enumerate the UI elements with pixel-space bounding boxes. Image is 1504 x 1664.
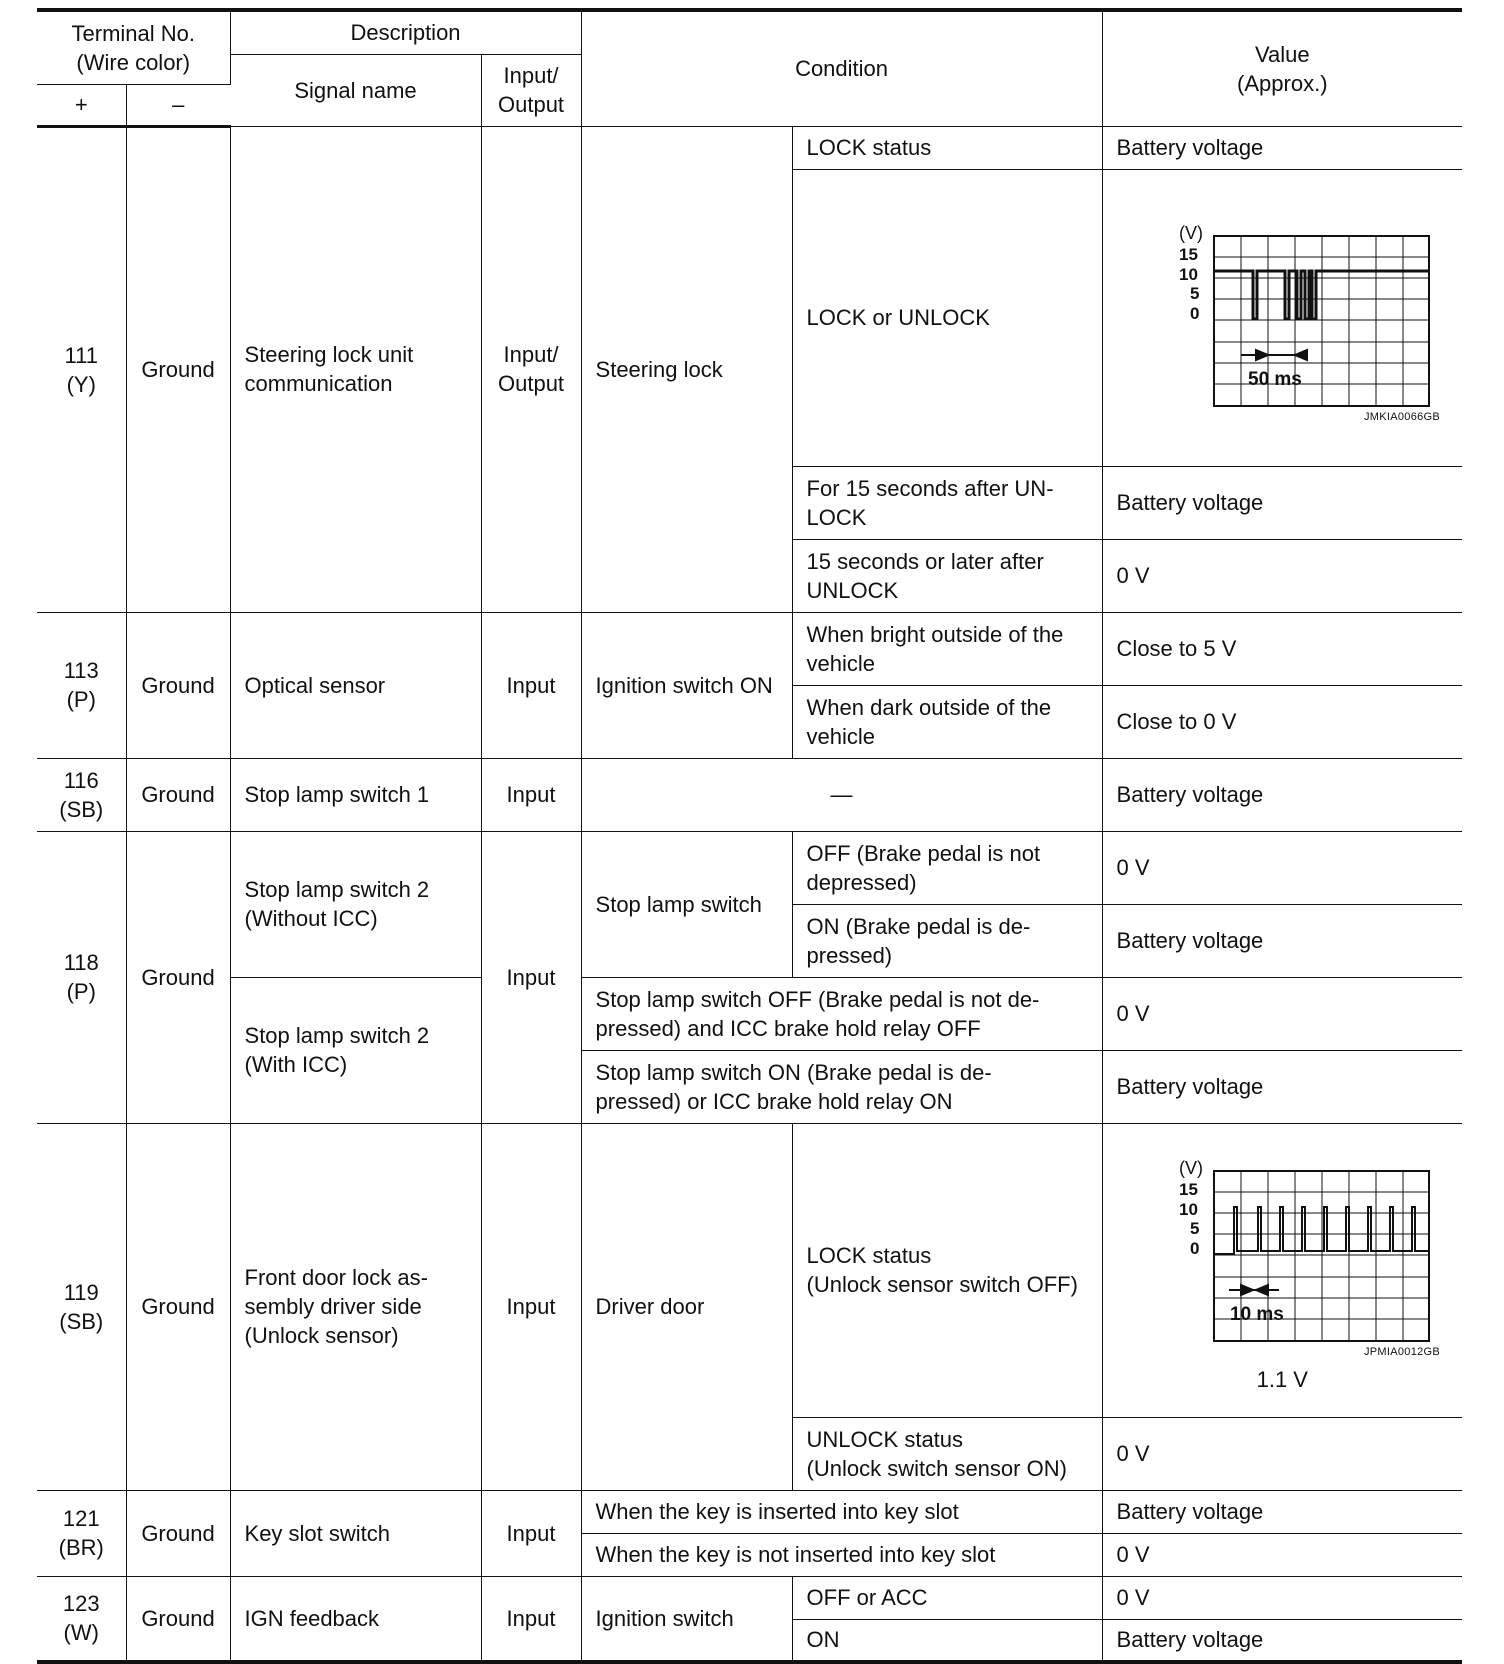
table-row [37, 126, 1462, 169]
signal-cell: Optical sensor [230, 612, 481, 758]
io-cell: Input [481, 831, 581, 1123]
sub-condition-cell: ON (Brake pedal is de- pressed) [792, 904, 1102, 977]
sub-condition-cell: 15 seconds or later after UNLOCK [792, 539, 1102, 612]
sub-condition-cell: LOCK status (Unlock sensor switch OFF) [792, 1123, 1102, 1417]
terminal-no-label: Terminal No. [71, 20, 195, 46]
condition-cell: Ignition switch ON [581, 612, 792, 758]
ground-cell: Ground [126, 758, 230, 831]
approx-label: (Approx.) [1237, 70, 1328, 96]
value-cell: Battery voltage [1102, 1490, 1462, 1533]
value-cell: Battery voltage [1102, 904, 1462, 977]
table-row [37, 1576, 1462, 1619]
wire-color-label: (Wire color) [76, 49, 191, 75]
wave-time-label: 50 ms [1248, 368, 1303, 390]
condition-cell: Stop lamp switch ON (Brake pedal is de- pressed) or ICC brake hold relay ON [581, 1050, 1102, 1123]
ground-cell: Ground [126, 831, 230, 1123]
table-row [37, 831, 1462, 904]
ground-cell: Ground [126, 1490, 230, 1576]
wave-tick-10: 10 [1179, 264, 1199, 284]
sub-condition-cell: UNLOCK status (Unlock switch sensor ON) [792, 1417, 1102, 1490]
signal-cell: Stop lamp switch 1 [230, 758, 481, 831]
ground-cell: Ground [126, 1576, 230, 1662]
value-label: Value [1254, 41, 1310, 67]
value-cell: 0 V [1102, 1576, 1462, 1619]
signal-cell: Stop lamp switch 2 (Without ICC) [230, 831, 481, 977]
condition-cell: Stop lamp switch OFF (Brake pedal is not de- pressed) and ICC brake hold relay OFF [581, 977, 1102, 1050]
sub-condition-cell: When dark outside of the vehicle [792, 685, 1102, 758]
waveform-cell [1102, 1123, 1462, 1417]
value-cell: 0 V [1102, 831, 1462, 904]
value-cell: Battery voltage [1102, 126, 1462, 169]
wave-unit-label: (V) [1179, 222, 1204, 243]
sub-condition-cell: LOCK status [792, 126, 1102, 169]
condition-header: Condition [581, 10, 1102, 126]
terminal-cell: 121 (BR) [37, 1490, 126, 1576]
wave-tick-0: 0 [1190, 303, 1200, 323]
ground-cell: Ground [126, 612, 230, 758]
description-header: Description [230, 10, 581, 54]
unlock-sensor-waveform [1132, 1147, 1432, 1347]
table-row [37, 977, 1462, 1050]
io-cell: Input [481, 1576, 581, 1662]
table-row [37, 612, 1462, 685]
terminal-spec-table [37, 8, 1462, 1664]
value-text: 1.1 V [1256, 1366, 1308, 1392]
value-cell: 0 V [1102, 1533, 1462, 1576]
io-cell: Input [481, 612, 581, 758]
sub-condition-cell: OFF or ACC [792, 1576, 1102, 1619]
signal-cell: Stop lamp switch 2 (With ICC) [230, 977, 481, 1123]
terminal-cell: 123 (W) [37, 1576, 126, 1662]
terminal-cell: 113 (P) [37, 612, 126, 758]
io-cell: Input [481, 1123, 581, 1490]
signal-cell: IGN feedback [230, 1576, 481, 1662]
value-cell: Battery voltage [1102, 466, 1462, 539]
wave-tick-10: 10 [1179, 1199, 1199, 1219]
signal-cell: Key slot switch [230, 1490, 481, 1576]
terminal-no-header [37, 10, 230, 84]
steering-lock-waveform [1132, 212, 1432, 412]
wave-time-label: 10 ms [1230, 1303, 1285, 1325]
condition-cell: Driver door [581, 1123, 792, 1490]
wave-code: JPMIA0012GB [1363, 1345, 1441, 1358]
io-cell: Input/ Output [481, 126, 581, 612]
wave-code: JMKIA0066GB [1363, 410, 1441, 423]
input-output-header: Input/ Output [481, 54, 581, 126]
signal-cell: Front door lock as- sembly driver side (Unlock sensor) [230, 1123, 481, 1490]
terminal-cell: 119 (SB) [37, 1123, 126, 1490]
sub-condition-cell: When bright outside of the vehicle [792, 612, 1102, 685]
value-cell: Close to 0 V [1102, 685, 1462, 758]
signal-cell: Steering lock unit communication [230, 126, 481, 612]
wave-tick-0: 0 [1190, 1238, 1200, 1258]
table-row [37, 1490, 1462, 1533]
value-cell: 0 V [1102, 539, 1462, 612]
wave-unit-label: (V) [1179, 1157, 1204, 1178]
ground-cell: Ground [126, 1123, 230, 1490]
condition-cell: When the key is not inserted into key slot [581, 1533, 1102, 1576]
value-cell: Battery voltage [1102, 1050, 1462, 1123]
sub-condition-cell: LOCK or UNLOCK [792, 169, 1102, 466]
terminal-cell: 116 (SB) [37, 758, 126, 831]
io-cell: Input [481, 1490, 581, 1576]
io-cell: Input [481, 758, 581, 831]
terminal-cell: 111 (Y) [37, 126, 126, 612]
condition-cell: Stop lamp switch [581, 831, 792, 977]
wave-tick-15: 15 [1179, 1179, 1199, 1199]
condition-cell: Steering lock [581, 126, 792, 612]
value-header [1102, 10, 1462, 126]
value-cell: Close to 5 V [1102, 612, 1462, 685]
value-cell: 0 V [1102, 977, 1462, 1050]
condition-cell: — [581, 758, 1102, 831]
minus-header: – [126, 84, 230, 126]
table-row [37, 1123, 1462, 1417]
terminal-cell: 118 (P) [37, 831, 126, 1123]
sub-condition-cell: ON [792, 1619, 1102, 1662]
value-cell: Battery voltage [1102, 758, 1462, 831]
value-cell: 0 V [1102, 1417, 1462, 1490]
table-row [37, 758, 1462, 831]
condition-cell: When the key is inserted into key slot [581, 1490, 1102, 1533]
wave-tick-15: 15 [1179, 244, 1199, 264]
signal-name-header: Signal name [230, 54, 481, 126]
value-cell: Battery voltage [1102, 1619, 1462, 1662]
sub-condition-cell: For 15 seconds after UN- LOCK [792, 466, 1102, 539]
waveform-cell [1102, 169, 1462, 466]
plus-header: + [37, 84, 126, 126]
sub-condition-cell: OFF (Brake pedal is not depressed) [792, 831, 1102, 904]
wave-tick-5: 5 [1190, 283, 1200, 303]
ground-cell: Ground [126, 126, 230, 612]
wave-tick-5: 5 [1190, 1218, 1200, 1238]
condition-cell: Ignition switch [581, 1576, 792, 1662]
